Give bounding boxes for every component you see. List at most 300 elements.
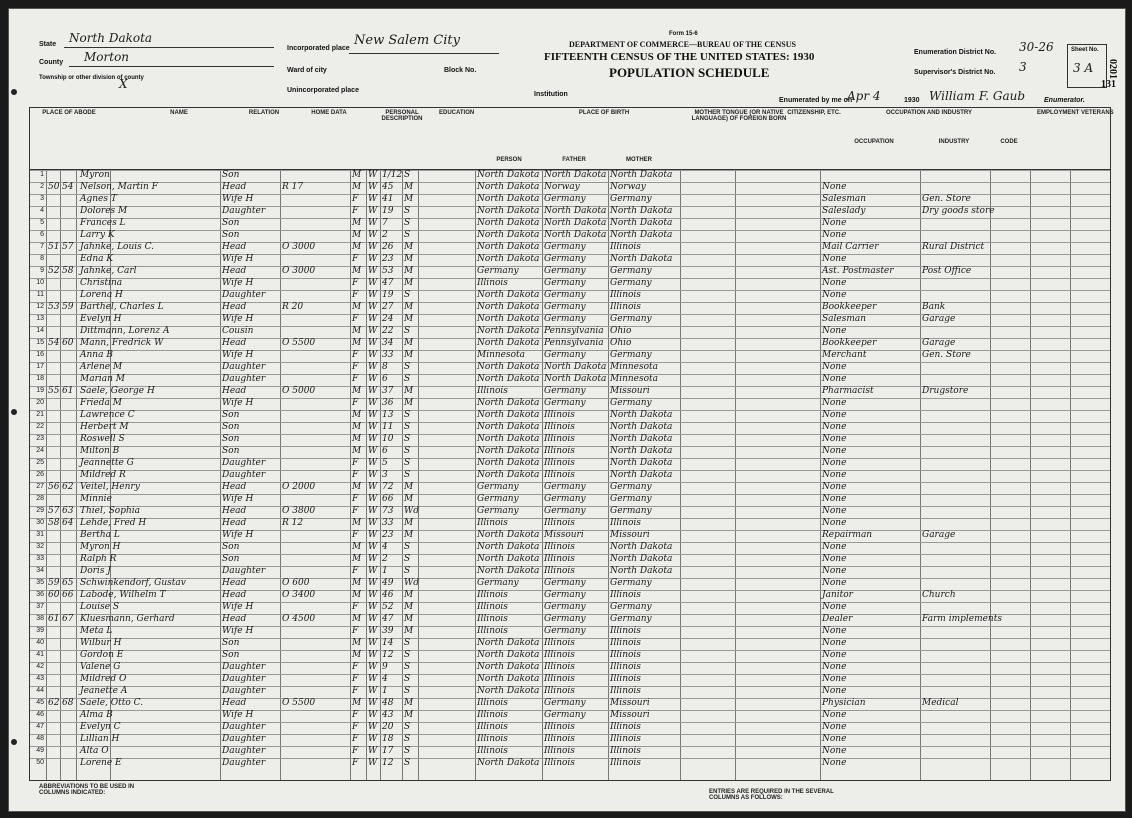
cell-name: Louise S	[80, 602, 120, 612]
cell-rel: Wife H	[222, 530, 254, 540]
cell-rel: Wife H	[222, 254, 254, 264]
cell-sex: M	[352, 698, 362, 708]
cell-occ: None	[822, 554, 847, 564]
cell-age: 72	[382, 482, 394, 492]
row-number: 4	[40, 207, 44, 214]
cell-sex: F	[352, 254, 359, 264]
row-number: 24	[36, 447, 44, 454]
cell-mar: S	[404, 758, 411, 768]
cell-mbp: Germany	[610, 578, 652, 588]
cell-rel: Daughter	[222, 458, 266, 468]
row-number: 10	[36, 279, 44, 286]
cell-name: Milton B	[80, 446, 120, 456]
cell-race: W	[368, 446, 378, 456]
cell-age: 2	[382, 554, 388, 564]
cell-rel: Wife H	[222, 626, 254, 636]
cell-home: O 3800	[282, 506, 316, 516]
cell-race: W	[368, 698, 378, 708]
cell-mar: M	[404, 266, 414, 276]
cell-mbp: Norway	[610, 182, 646, 192]
cell-bp: Illinois	[477, 386, 508, 396]
cell-occ: None	[822, 578, 847, 588]
cell-fam: 59	[62, 302, 74, 312]
cell-name: Lillian H	[80, 734, 120, 744]
cell-bp: North Dakota	[477, 290, 540, 300]
cell-sex: M	[352, 482, 362, 492]
state-label: State	[39, 41, 57, 48]
cell-bp: Illinois	[477, 698, 508, 708]
row-number: 45	[36, 699, 44, 706]
cell-bp: North Dakota	[477, 422, 540, 432]
cell-mar: Wd	[404, 578, 420, 588]
cell-mbp: North Dakota	[610, 230, 673, 240]
cell-age: 39	[382, 626, 394, 636]
cell-fbp: Illinois	[544, 446, 575, 456]
cell-name: Thiel, Sophia	[80, 506, 140, 516]
cell-race: W	[368, 494, 378, 504]
cell-bp: Illinois	[477, 602, 508, 612]
cell-mbp: Illinois	[610, 734, 641, 744]
cell-mbp: Germany	[610, 266, 652, 276]
cell-rel: Head	[222, 266, 247, 276]
cell-race: W	[368, 554, 378, 564]
cell-name: Gordon E	[80, 650, 124, 660]
abbrev-title: ABBREVIATIONS TO BE USED IN COLUMNS INDICATED:	[39, 784, 135, 796]
enumerated-label: Enumerated by me on	[779, 97, 853, 104]
cell-fbp: Germany	[544, 590, 586, 600]
cell-mbp: North Dakota	[610, 446, 673, 456]
cell-age: 33	[382, 518, 394, 528]
cell-rel: Head	[222, 338, 247, 348]
row-number: 33	[36, 555, 44, 562]
cell-occ: Physician	[822, 698, 866, 708]
cell-mar: S	[404, 674, 411, 684]
row-number: 37	[36, 603, 44, 610]
cell-age: 26	[382, 242, 394, 252]
cell-race: W	[368, 182, 378, 192]
cell-mbp: Illinois	[610, 590, 641, 600]
cell-fbp: Germany	[544, 482, 586, 492]
cell-dw: 55	[48, 386, 60, 396]
cell-sex: M	[352, 578, 362, 588]
cell-fbp: Illinois	[544, 662, 575, 672]
cell-mar: M	[404, 398, 414, 408]
cell-ind: Bank	[922, 302, 946, 312]
cell-bp: North Dakota	[477, 338, 540, 348]
cell-bp: North Dakota	[477, 362, 540, 372]
cell-rel: Son	[222, 554, 240, 564]
cell-sex: M	[352, 518, 362, 528]
cell-occ: None	[822, 674, 847, 684]
cell-fbp: Illinois	[544, 734, 575, 744]
row-number: 16	[36, 351, 44, 358]
cell-sex: M	[352, 590, 362, 600]
cell-bp: Germany	[477, 506, 519, 516]
row-number: 36	[36, 591, 44, 598]
department: DEPARTMENT OF COMMERCE—BUREAU OF THE CENSUS	[569, 40, 796, 49]
cell-race: W	[368, 206, 378, 216]
cell-rel: Head	[222, 242, 247, 252]
cell-mar: S	[404, 554, 411, 564]
cell-dw: 50	[48, 182, 60, 192]
cell-occ: None	[822, 746, 847, 756]
cell-race: W	[368, 578, 378, 588]
cell-sex: F	[352, 206, 359, 216]
cell-sex: M	[352, 230, 362, 240]
enumerated-date: Apr 4	[847, 89, 881, 103]
cell-occ: None	[822, 626, 847, 636]
cell-fam: 54	[62, 182, 74, 192]
cell-ind: Gen. Store	[922, 350, 971, 360]
row-number: 3	[40, 195, 44, 202]
cell-name: Herbert M	[80, 422, 129, 432]
cell-home: O 5500	[282, 698, 316, 708]
cell-bp: North Dakota	[477, 458, 540, 468]
cell-mbp: Illinois	[610, 242, 641, 252]
cell-sex: M	[352, 338, 362, 348]
cell-rel: Daughter	[222, 746, 266, 756]
cell-race: W	[368, 422, 378, 432]
ed-label: Enumeration District No.	[914, 49, 997, 56]
cell-mar: S	[404, 170, 411, 180]
cell-dw: 52	[48, 266, 60, 276]
cell-age: 11	[382, 422, 394, 432]
cell-ind: Church	[922, 590, 956, 600]
cell-occ: None	[822, 650, 847, 660]
cell-rel: Head	[222, 182, 247, 192]
cell-mbp: Missouri	[610, 698, 650, 708]
cell-race: W	[368, 194, 378, 204]
section-education: EDUCATION	[439, 110, 475, 116]
cell-mar: S	[404, 218, 411, 228]
col-mother: MOTHER	[626, 157, 652, 163]
cell-rel: Daughter	[222, 758, 266, 768]
cell-mbp: Ohio	[610, 326, 632, 336]
cell-fbp: Germany	[544, 194, 586, 204]
cell-mar: S	[404, 638, 411, 648]
cell-fam: 67	[62, 614, 74, 624]
cell-occ: Mail Carrier	[822, 242, 879, 252]
cell-race: W	[368, 758, 378, 768]
cell-occ: None	[822, 518, 847, 528]
cell-home: O 5500	[282, 338, 316, 348]
cell-age: 73	[382, 506, 394, 516]
cell-sex: M	[352, 422, 362, 432]
cell-race: W	[368, 230, 378, 240]
cell-mbp: North Dakota	[610, 434, 673, 444]
row-number: 8	[40, 255, 44, 262]
cell-race: W	[368, 722, 378, 732]
cell-mar: S	[404, 230, 411, 240]
cell-mbp: North Dakota	[610, 542, 673, 552]
cell-fbp: Germany	[544, 710, 586, 720]
cell-age: 6	[382, 446, 388, 456]
col-person: PERSON	[496, 157, 522, 163]
cell-mbp: Illinois	[610, 662, 641, 672]
cell-bp: Illinois	[477, 590, 508, 600]
cell-name: Lorene E	[80, 758, 122, 768]
cell-fbp: Illinois	[544, 746, 575, 756]
cell-mbp: Illinois	[610, 626, 641, 636]
cell-fam: 61	[62, 386, 74, 396]
section-tongue: MOTHER TONGUE (OR NATIVE LANGUAGE) OF FOREIGN BORN	[691, 110, 787, 122]
cell-bp: Illinois	[477, 734, 508, 744]
row-number: 26	[36, 471, 44, 478]
cell-race: W	[368, 170, 378, 180]
cell-name: Doris J	[80, 566, 111, 576]
cell-sex: F	[352, 290, 359, 300]
cell-race: W	[368, 590, 378, 600]
cell-fam: 60	[62, 338, 74, 348]
row-number: 21	[36, 411, 44, 418]
cell-name: Valene G	[80, 662, 121, 672]
cell-mar: S	[404, 290, 411, 300]
cell-rel: Wife H	[222, 494, 254, 504]
cell-bp: North Dakota	[477, 686, 540, 696]
cell-mar: S	[404, 662, 411, 672]
cell-sex: M	[352, 170, 362, 180]
cell-mbp: North Dakota	[610, 170, 673, 180]
cell-mbp: Germany	[610, 482, 652, 492]
county-label: County	[39, 59, 64, 66]
cell-sex: F	[352, 374, 359, 384]
cell-bp: North Dakota	[477, 674, 540, 684]
cell-mar: Wd	[404, 506, 420, 516]
cell-mbp: Minnesota	[610, 362, 659, 372]
cell-race: W	[368, 242, 378, 252]
cell-race: W	[368, 374, 378, 384]
cell-fbp: Illinois	[544, 722, 575, 732]
cell-fam: 58	[62, 266, 74, 276]
stamp-bottom: 131	[1101, 79, 1116, 90]
cell-rel: Daughter	[222, 362, 266, 372]
institution-label: Institution	[534, 91, 568, 98]
cell-mbp: Illinois	[610, 290, 641, 300]
cell-sex: M	[352, 542, 362, 552]
cell-bp: North Dakota	[477, 662, 540, 672]
cell-race: W	[368, 650, 378, 660]
cell-age: 9	[382, 662, 388, 672]
cell-mbp: Germany	[610, 494, 652, 504]
cell-bp: North Dakota	[477, 326, 540, 336]
cell-occ: Bookkeeper	[822, 338, 877, 348]
cell-age: 17	[382, 746, 394, 756]
cell-occ: None	[822, 638, 847, 648]
cell-race: W	[368, 386, 378, 396]
cell-bp: North Dakota	[477, 194, 540, 204]
cell-race: W	[368, 626, 378, 636]
cell-race: W	[368, 470, 378, 480]
county-value: Morton	[84, 50, 130, 64]
cell-sex: M	[352, 218, 362, 228]
cell-home: O 4500	[282, 614, 316, 624]
cell-occ: None	[822, 422, 847, 432]
cell-bp: North Dakota	[477, 206, 540, 216]
cell-age: 24	[382, 314, 394, 324]
cell-sex: F	[352, 566, 359, 576]
row-number: 9	[40, 267, 44, 274]
cell-rel: Daughter	[222, 206, 266, 216]
cell-fbp: Illinois	[544, 554, 575, 564]
cell-occ: None	[822, 326, 847, 336]
incorporated-line	[349, 53, 499, 54]
cell-mar: S	[404, 722, 411, 732]
cell-sex: F	[352, 710, 359, 720]
cell-name: Jeanette A	[80, 686, 128, 696]
cell-fbp: North Dakota	[544, 374, 607, 384]
cell-rel: Wife H	[222, 602, 254, 612]
cell-race: W	[368, 302, 378, 312]
cell-sex: F	[352, 758, 359, 768]
cell-mbp: Germany	[610, 614, 652, 624]
cell-bp: North Dakota	[477, 434, 540, 444]
cell-occ: None	[822, 734, 847, 744]
cell-fbp: Germany	[544, 494, 586, 504]
cell-fbp: North Dakota	[544, 206, 607, 216]
unincorporated-label: Unincorporated place	[287, 87, 359, 94]
cell-mar: M	[404, 350, 414, 360]
cell-dw: 60	[48, 590, 60, 600]
cell-name: Alta O	[80, 746, 109, 756]
cell-occ: None	[822, 278, 847, 288]
cell-bp: North Dakota	[477, 410, 540, 420]
sheet-value: 3 A	[1073, 61, 1094, 75]
cell-sex: F	[352, 398, 359, 408]
cell-fam: 68	[62, 698, 74, 708]
cell-occ: Ast. Postmaster	[822, 266, 894, 276]
cell-mbp: North Dakota	[610, 422, 673, 432]
cell-rel: Head	[222, 578, 247, 588]
cell-name: Larry K	[80, 230, 115, 240]
cell-bp: North Dakota	[477, 638, 540, 648]
cell-fam: 62	[62, 482, 74, 492]
cell-rel: Head	[222, 506, 247, 516]
cell-rel: Son	[222, 410, 240, 420]
cell-fam: 63	[62, 506, 74, 516]
cell-ind: Drugstore	[922, 386, 969, 396]
cell-occ: None	[822, 398, 847, 408]
row-number: 42	[36, 663, 44, 670]
sheet-label: Sheet No.	[1071, 47, 1099, 53]
cell-fbp: Germany	[544, 626, 586, 636]
cell-age: 37	[382, 386, 394, 396]
cell-race: W	[368, 278, 378, 288]
section-employment: EMPLOYMENT	[1037, 110, 1080, 116]
row-number: 44	[36, 687, 44, 694]
cell-fbp: Illinois	[544, 758, 575, 768]
cell-name: Saele, George H	[80, 386, 155, 396]
cell-mar: S	[404, 686, 411, 696]
cell-fbp: Illinois	[544, 458, 575, 468]
cell-race: W	[368, 518, 378, 528]
cell-dw: 62	[48, 698, 60, 708]
cell-fbp: Germany	[544, 302, 586, 312]
section-occupation: OCCUPATION AND INDUSTRY	[886, 110, 972, 116]
cell-age: 12	[382, 758, 394, 768]
row-number: 22	[36, 423, 44, 430]
cell-mbp: Illinois	[610, 638, 641, 648]
cell-bp: North Dakota	[477, 254, 540, 264]
cell-bp: North Dakota	[477, 398, 540, 408]
cell-sex: F	[352, 602, 359, 612]
cell-mbp: Germany	[610, 506, 652, 516]
incorporated-label: Incorporated place	[287, 45, 350, 52]
cell-bp: North Dakota	[477, 566, 540, 576]
cell-rel: Daughter	[222, 374, 266, 384]
cell-rel: Head	[222, 698, 247, 708]
cell-race: W	[368, 542, 378, 552]
section-name: NAME	[170, 110, 188, 116]
cell-sex: F	[352, 662, 359, 672]
cell-mbp: Illinois	[610, 518, 641, 528]
cell-mbp: Illinois	[610, 758, 641, 768]
cell-name: Jahnke, Louis C.	[80, 242, 155, 252]
cell-name: Agnes T	[80, 194, 117, 204]
cell-race: W	[368, 734, 378, 744]
row-number: 6	[40, 231, 44, 238]
cell-age: 23	[382, 254, 394, 264]
cell-bp: Minnesota	[477, 350, 526, 360]
cell-sex: F	[352, 530, 359, 540]
incorporated-value: New Salem City	[354, 33, 460, 48]
cell-fbp: Illinois	[544, 422, 575, 432]
row-number: 17	[36, 363, 44, 370]
cell-rel: Son	[222, 638, 240, 648]
cell-age: 23	[382, 530, 394, 540]
cell-sex: F	[352, 494, 359, 504]
cell-fbp: Germany	[544, 254, 586, 264]
cell-fam: 65	[62, 578, 74, 588]
cell-mar: S	[404, 650, 411, 660]
cell-fbp: Germany	[544, 242, 586, 252]
cell-occ: None	[822, 542, 847, 552]
row-number: 13	[36, 315, 44, 322]
cell-fbp: Germany	[544, 602, 586, 612]
sd-value: 3	[1019, 60, 1027, 74]
cell-sex: M	[352, 638, 362, 648]
cell-rel: Head	[222, 482, 247, 492]
cell-sex: M	[352, 326, 362, 336]
cell-occ: None	[822, 722, 847, 732]
cell-fbp: Germany	[544, 398, 586, 408]
cell-race: W	[368, 458, 378, 468]
cell-bp: Illinois	[477, 710, 508, 720]
cell-mbp: Minnesota	[610, 374, 659, 384]
cell-fbp: Germany	[544, 386, 586, 396]
cell-occ: Janitor	[822, 590, 853, 600]
cell-rel: Daughter	[222, 290, 266, 300]
cell-name: Arlene M	[80, 362, 123, 372]
cell-name: Anna B	[80, 350, 113, 360]
cell-name: Wilbur H	[80, 638, 122, 648]
row-number: 38	[36, 615, 44, 622]
cell-mbp: Illinois	[610, 674, 641, 684]
cell-bp: North Dakota	[477, 218, 540, 228]
cell-sex: F	[352, 686, 359, 696]
cell-race: W	[368, 638, 378, 648]
cell-rel: Daughter	[222, 686, 266, 696]
cell-dw: 58	[48, 518, 60, 528]
cell-fbp: Germany	[544, 266, 586, 276]
row-number: 32	[36, 543, 44, 550]
cell-age: 3	[382, 470, 388, 480]
cell-age: 13	[382, 410, 394, 420]
row-number: 19	[36, 387, 44, 394]
cell-occ: None	[822, 686, 847, 696]
cell-ind: Farm implements	[922, 614, 1002, 624]
cell-name: Christina	[80, 278, 123, 288]
cell-race: W	[368, 434, 378, 444]
